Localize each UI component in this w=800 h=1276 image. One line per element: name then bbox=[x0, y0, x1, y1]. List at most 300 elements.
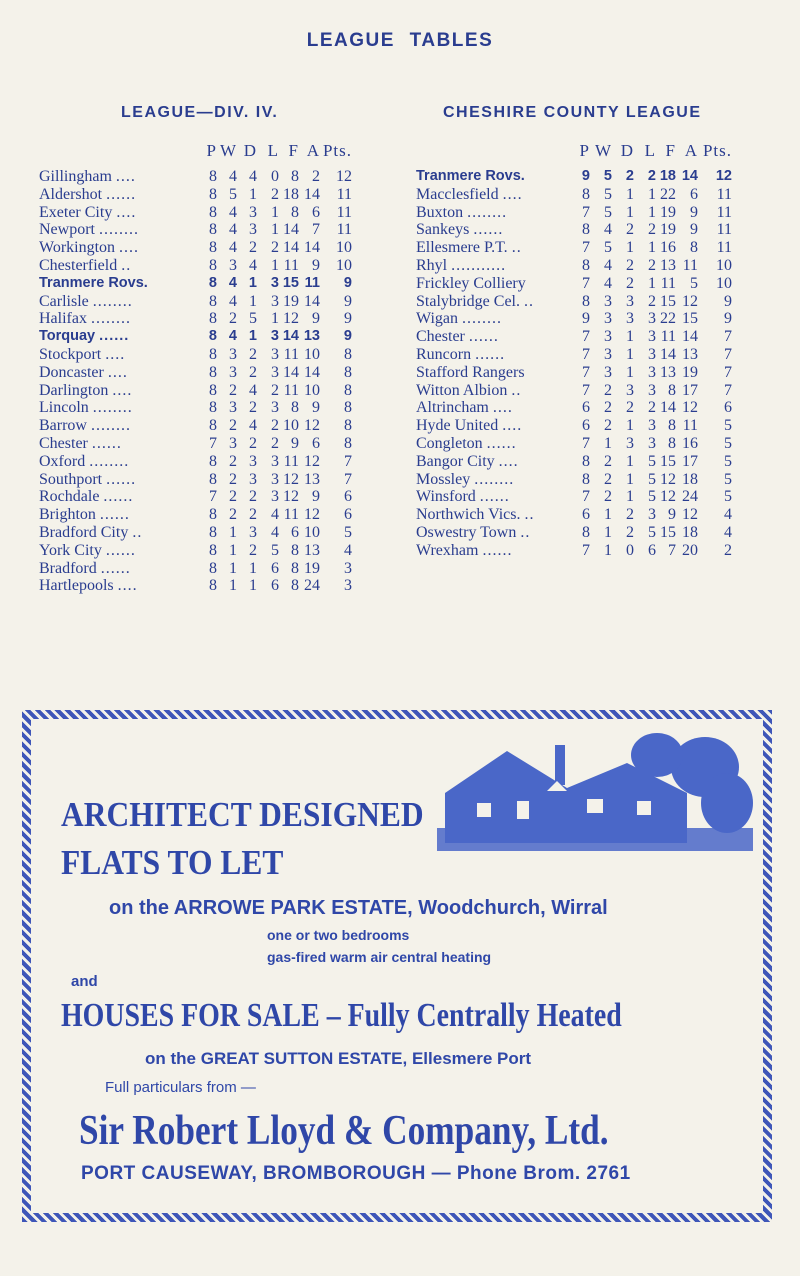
stat-f: 7 bbox=[668, 541, 676, 559]
stat-pts: 4 bbox=[344, 541, 352, 559]
stat-a: 8 bbox=[690, 239, 698, 257]
leader-dots: .. bbox=[524, 506, 535, 524]
stat-d: 4 bbox=[249, 417, 257, 435]
stat-f: 19 bbox=[283, 292, 299, 310]
stat-l: 2 bbox=[648, 292, 656, 310]
table-row bbox=[39, 399, 352, 417]
team-name: Runcorn ...... bbox=[416, 345, 506, 363]
leader-dots: ........... bbox=[451, 256, 507, 274]
stat-a: 16 bbox=[682, 434, 698, 452]
stat-pts: 5 bbox=[724, 470, 732, 488]
table-row bbox=[39, 293, 352, 311]
stat-p: 8 bbox=[208, 328, 217, 345]
leader-dots: .... bbox=[105, 345, 126, 363]
stat-d: 2 bbox=[249, 541, 257, 559]
leader-dots: .... bbox=[502, 417, 523, 435]
stat-a: 13 bbox=[304, 541, 320, 559]
table-row bbox=[39, 560, 352, 578]
stat-w: 3 bbox=[604, 328, 612, 346]
column-header: F bbox=[665, 141, 676, 160]
stat-l: 3 bbox=[648, 310, 656, 328]
stat-d: 1 bbox=[249, 559, 257, 577]
stat-f: 11 bbox=[660, 328, 676, 346]
stat-pts: 8 bbox=[344, 434, 352, 452]
stat-d: 2 bbox=[625, 168, 634, 184]
stat-w: 2 bbox=[229, 452, 237, 470]
stat-pts: 5 bbox=[724, 417, 732, 435]
table-row bbox=[416, 453, 732, 471]
stat-a: 11 bbox=[304, 274, 320, 291]
stat-a: 17 bbox=[682, 381, 698, 399]
leader-dots: ...... bbox=[468, 328, 499, 346]
stat-a: 7 bbox=[312, 221, 320, 239]
stat-pts: 7 bbox=[344, 470, 352, 488]
team-name: Halifax ........ bbox=[39, 310, 131, 328]
stat-l: 5 bbox=[271, 541, 279, 559]
stat-l: 2 bbox=[271, 381, 279, 399]
stat-l: 3 bbox=[271, 363, 279, 381]
leader-dots: ...... bbox=[482, 541, 513, 559]
stat-l: 3 bbox=[648, 363, 656, 381]
particulars-line: Full particulars from — bbox=[105, 1079, 256, 1096]
stat-d: 4 bbox=[249, 381, 257, 399]
stat-pts: 9 bbox=[344, 310, 352, 328]
stat-p: 7 bbox=[582, 203, 590, 221]
stat-l: 3 bbox=[271, 292, 279, 310]
stat-l: 4 bbox=[271, 506, 279, 524]
team-name: Bangor City .... bbox=[416, 452, 519, 470]
leader-dots: .. bbox=[121, 256, 132, 274]
stat-l: 4 bbox=[271, 523, 279, 541]
stat-a: 6 bbox=[312, 434, 320, 452]
stat-pts: 9 bbox=[343, 328, 352, 345]
stat-pts: 10 bbox=[716, 274, 732, 292]
stat-l: 2 bbox=[271, 185, 279, 203]
stat-d: 1 bbox=[248, 328, 257, 345]
stat-w: 5 bbox=[604, 239, 612, 257]
stat-f: 8 bbox=[668, 434, 676, 452]
and-line: and bbox=[71, 973, 98, 990]
stat-l: 3 bbox=[271, 452, 279, 470]
houses-headline: HOUSES FOR SALE – Fully Centrally Heated bbox=[61, 997, 622, 1034]
stat-w: 2 bbox=[604, 470, 612, 488]
leader-dots: ...... bbox=[106, 185, 137, 203]
stat-l: 5 bbox=[648, 488, 656, 506]
stat-f: 6 bbox=[291, 523, 299, 541]
stat-d: 3 bbox=[626, 381, 634, 399]
stat-d: 2 bbox=[626, 221, 634, 239]
leader-dots: ...... bbox=[99, 328, 130, 345]
table-header bbox=[39, 142, 352, 168]
team-name: Brighton ...... bbox=[39, 506, 130, 524]
stat-d: 2 bbox=[626, 506, 634, 524]
team-name: Hartlepools .... bbox=[39, 577, 138, 595]
stat-a: 12 bbox=[304, 452, 320, 470]
stat-pts: 4 bbox=[724, 523, 732, 541]
stat-l: 3 bbox=[271, 345, 279, 363]
stat-p: 8 bbox=[209, 221, 217, 239]
stat-a: 11 bbox=[682, 256, 698, 274]
stat-d: 3 bbox=[249, 221, 257, 239]
table-row bbox=[39, 506, 352, 524]
stat-p: 8 bbox=[209, 292, 217, 310]
team-name: Stockport .... bbox=[39, 345, 126, 363]
stat-pts: 10 bbox=[716, 256, 732, 274]
leader-dots: .. bbox=[511, 381, 522, 399]
leader-dots: ...... bbox=[99, 506, 130, 524]
stat-f: 8 bbox=[291, 559, 299, 577]
stat-p: 8 bbox=[209, 470, 217, 488]
table-row bbox=[416, 257, 732, 275]
sutton-line: on the GREAT SUTTON ESTATE, Ellesmere Port bbox=[145, 1049, 532, 1068]
stat-a: 12 bbox=[682, 506, 698, 524]
div4-standings bbox=[39, 142, 352, 595]
stat-p: 7 bbox=[582, 328, 590, 346]
stat-l: 1 bbox=[271, 310, 279, 328]
leader-dots: ...... bbox=[475, 345, 506, 363]
team-name: Oswestry Town .. bbox=[416, 523, 531, 541]
stat-f: 9 bbox=[668, 506, 676, 524]
stat-w: 5 bbox=[604, 185, 612, 203]
stat-a: 13 bbox=[682, 345, 698, 363]
stat-p: 8 bbox=[209, 506, 217, 524]
leader-dots: .. bbox=[511, 239, 522, 257]
stat-f: 14 bbox=[283, 239, 299, 257]
team-name: Northwich Vics. .. bbox=[416, 506, 535, 524]
stat-pts: 5 bbox=[344, 523, 352, 541]
stat-a: 12 bbox=[682, 399, 698, 417]
team-name: Sankeys ...... bbox=[416, 221, 504, 239]
stat-f: 9 bbox=[291, 434, 299, 452]
leader-dots: ........ bbox=[474, 470, 515, 488]
team-name: Mossley ........ bbox=[416, 470, 515, 488]
stat-f: 12 bbox=[283, 488, 299, 506]
stat-l: 3 bbox=[648, 417, 656, 435]
stat-p: 8 bbox=[209, 345, 217, 363]
table-row bbox=[39, 435, 352, 453]
cheshire-table bbox=[416, 142, 732, 560]
stat-f: 13 bbox=[660, 256, 676, 274]
table-row bbox=[416, 364, 732, 382]
stat-a: 12 bbox=[304, 417, 320, 435]
team-name: Hyde United .... bbox=[416, 417, 523, 435]
stat-p: 6 bbox=[582, 417, 590, 435]
stat-pts: 7 bbox=[724, 345, 732, 363]
stat-f: 12 bbox=[660, 470, 676, 488]
heating-line: gas-fired warm air central heating bbox=[267, 949, 492, 965]
team-name: Chester ...... bbox=[39, 434, 122, 452]
stat-pts: 5 bbox=[724, 488, 732, 506]
stat-p: 8 bbox=[209, 363, 217, 381]
stat-f: 8 bbox=[291, 203, 299, 221]
stat-a: 17 bbox=[682, 452, 698, 470]
column-header: W bbox=[594, 141, 612, 160]
stat-l: 2 bbox=[648, 399, 656, 417]
stat-d: 1 bbox=[626, 363, 634, 381]
stat-d: 3 bbox=[249, 452, 257, 470]
stat-p: 8 bbox=[209, 559, 217, 577]
team-name: Macclesfield .... bbox=[416, 185, 523, 203]
stat-a: 9 bbox=[312, 488, 320, 506]
stat-l: 1 bbox=[648, 239, 656, 257]
leader-dots: ........ bbox=[462, 310, 503, 328]
stat-d: 1 bbox=[626, 328, 634, 346]
team-name: Winsford ...... bbox=[416, 488, 510, 506]
team-name: Doncaster .... bbox=[39, 363, 128, 381]
team-name: Carlisle ........ bbox=[39, 292, 133, 310]
column-header: A bbox=[306, 141, 320, 160]
stat-w: 1 bbox=[229, 541, 237, 559]
stat-a: 9 bbox=[690, 221, 698, 239]
team-name: Bradford ...... bbox=[39, 559, 131, 577]
stat-p: 8 bbox=[209, 203, 217, 221]
stat-d: 1 bbox=[249, 577, 257, 595]
leader-dots: ...... bbox=[479, 488, 510, 506]
stat-d: 2 bbox=[249, 506, 257, 524]
stat-a: 18 bbox=[682, 523, 698, 541]
stat-l: 6 bbox=[271, 577, 279, 595]
stat-a: 14 bbox=[682, 328, 698, 346]
stat-w: 4 bbox=[604, 221, 612, 239]
bedrooms-line: one or two bedrooms bbox=[267, 927, 410, 943]
table-row bbox=[416, 328, 732, 346]
stat-p: 8 bbox=[582, 470, 590, 488]
column-header: D bbox=[620, 141, 634, 160]
stat-f: 11 bbox=[660, 274, 676, 292]
stat-a: 15 bbox=[682, 310, 698, 328]
leader-dots: .... bbox=[502, 185, 523, 203]
stat-f: 15 bbox=[660, 292, 676, 310]
stat-pts: 2 bbox=[724, 541, 732, 559]
team-name: Ellesmere P.T. .. bbox=[416, 239, 522, 257]
stat-l: 3 bbox=[271, 399, 279, 417]
team-name: Buxton ........ bbox=[416, 203, 508, 221]
stat-d: 1 bbox=[626, 470, 634, 488]
stat-p: 7 bbox=[582, 363, 590, 381]
table-row bbox=[416, 488, 732, 506]
stat-w: 1 bbox=[604, 523, 612, 541]
stat-w: 5 bbox=[229, 185, 237, 203]
stat-p: 7 bbox=[209, 434, 217, 452]
table-row bbox=[416, 186, 732, 204]
stat-f: 15 bbox=[660, 452, 676, 470]
stat-pts: 7 bbox=[724, 381, 732, 399]
table-row bbox=[39, 221, 352, 239]
stat-f: 8 bbox=[668, 417, 676, 435]
stat-d: 3 bbox=[249, 203, 257, 221]
stat-pts: 10 bbox=[336, 256, 352, 274]
column-header: P bbox=[579, 141, 590, 160]
stat-f: 14 bbox=[283, 363, 299, 381]
table-row bbox=[416, 275, 732, 293]
table-row bbox=[39, 417, 352, 435]
stat-a: 24 bbox=[304, 577, 320, 595]
stat-w: 2 bbox=[604, 452, 612, 470]
leader-dots: .. bbox=[132, 523, 143, 541]
stat-l: 1 bbox=[648, 203, 656, 221]
stat-l: 2 bbox=[648, 221, 656, 239]
stat-d: 3 bbox=[626, 292, 634, 310]
stat-l: 3 bbox=[648, 434, 656, 452]
stat-a: 19 bbox=[304, 559, 320, 577]
leader-dots: .... bbox=[117, 577, 138, 595]
leader-dots: ........ bbox=[92, 399, 133, 417]
table-row bbox=[39, 257, 352, 275]
leader-dots: ...... bbox=[100, 559, 131, 577]
leader-dots: .... bbox=[492, 399, 513, 417]
stat-l: 6 bbox=[271, 559, 279, 577]
table-row bbox=[416, 417, 732, 435]
stat-a: 10 bbox=[304, 345, 320, 363]
team-name: Gillingham .... bbox=[39, 168, 136, 185]
team-name: Oxford ........ bbox=[39, 452, 130, 470]
leader-dots: .... bbox=[498, 452, 519, 470]
stat-f: 11 bbox=[283, 345, 299, 363]
table-row bbox=[39, 239, 352, 257]
stat-pts: 7 bbox=[344, 452, 352, 470]
team-name: Wigan ........ bbox=[416, 310, 503, 328]
stat-w: 1 bbox=[604, 434, 612, 452]
stat-p: 7 bbox=[582, 239, 590, 257]
leader-dots: ...... bbox=[106, 470, 137, 488]
stat-l: 1 bbox=[648, 185, 656, 203]
stat-p: 8 bbox=[209, 452, 217, 470]
team-name: Exeter City .... bbox=[39, 203, 137, 221]
column-header: L bbox=[644, 141, 656, 160]
stat-p: 8 bbox=[209, 417, 217, 435]
leader-dots: ...... bbox=[91, 434, 122, 452]
table-row bbox=[416, 293, 732, 311]
team-name: Stafford Rangers bbox=[416, 363, 525, 381]
stat-f: 19 bbox=[660, 221, 676, 239]
stat-a: 14 bbox=[304, 185, 320, 203]
stat-a: 9 bbox=[312, 256, 320, 274]
stat-d: 5 bbox=[249, 310, 257, 328]
team-name: Chester ...... bbox=[416, 328, 499, 346]
stat-pts: 4 bbox=[724, 506, 732, 524]
table-row bbox=[416, 506, 732, 524]
stat-f: 18 bbox=[283, 185, 299, 203]
stat-d: 1 bbox=[249, 185, 257, 203]
stat-p: 6 bbox=[582, 399, 590, 417]
table-row bbox=[39, 453, 352, 471]
table-row bbox=[416, 435, 732, 453]
stat-p: 7 bbox=[582, 381, 590, 399]
stat-pts: 8 bbox=[344, 363, 352, 381]
stat-l: 5 bbox=[648, 470, 656, 488]
table-row bbox=[39, 364, 352, 382]
headline-line1: ARCHITECT DESIGNED bbox=[61, 795, 424, 834]
stat-p: 7 bbox=[582, 434, 590, 452]
stat-pts: 6 bbox=[724, 399, 732, 417]
team-header bbox=[39, 142, 203, 168]
stat-pts: 11 bbox=[336, 185, 352, 203]
team-name: Torquay ...... bbox=[39, 328, 130, 345]
stat-d: 1 bbox=[626, 488, 634, 506]
stat-d: 0 bbox=[626, 541, 634, 559]
stat-l: 3 bbox=[648, 345, 656, 363]
stat-p: 8 bbox=[209, 523, 217, 541]
stat-pts: 12 bbox=[336, 168, 352, 185]
stat-a: 6 bbox=[312, 203, 320, 221]
team-name: Stalybridge Cel. .. bbox=[416, 292, 534, 310]
leader-dots: .. bbox=[520, 523, 531, 541]
stat-d: 3 bbox=[249, 470, 257, 488]
stat-p: 8 bbox=[582, 185, 590, 203]
column-header: A bbox=[684, 141, 698, 160]
stat-w: 1 bbox=[229, 577, 237, 595]
stat-pts: 5 bbox=[724, 434, 732, 452]
stat-f: 18 bbox=[659, 168, 676, 184]
stat-w: 4 bbox=[229, 168, 237, 185]
stat-l: 3 bbox=[648, 506, 656, 524]
leader-dots: .... bbox=[107, 363, 128, 381]
stat-l: 3 bbox=[270, 274, 279, 291]
stat-pts: 11 bbox=[336, 203, 352, 221]
stat-f: 22 bbox=[660, 185, 676, 203]
stat-p: 8 bbox=[209, 381, 217, 399]
stat-pts: 8 bbox=[344, 381, 352, 399]
stat-pts: 9 bbox=[724, 292, 732, 310]
stat-f: 15 bbox=[660, 523, 676, 541]
leader-dots: ........ bbox=[467, 203, 508, 221]
stat-f: 8 bbox=[291, 577, 299, 595]
stat-p: 7 bbox=[209, 488, 217, 506]
team-name: Wrexham ...... bbox=[416, 541, 513, 559]
table-row bbox=[39, 328, 352, 346]
stat-d: 2 bbox=[626, 274, 634, 292]
stat-d: 1 bbox=[248, 274, 257, 291]
stat-f: 15 bbox=[282, 274, 299, 291]
stat-d: 1 bbox=[626, 203, 634, 221]
team-name: York City ...... bbox=[39, 541, 136, 559]
stat-p: 6 bbox=[582, 506, 590, 524]
stat-w: 3 bbox=[229, 363, 237, 381]
stat-p: 9 bbox=[582, 310, 590, 328]
stat-d: 1 bbox=[626, 185, 634, 203]
stat-w: 4 bbox=[229, 292, 237, 310]
stat-a: 24 bbox=[682, 488, 698, 506]
stat-l: 3 bbox=[270, 328, 279, 345]
stat-d: 2 bbox=[249, 239, 257, 257]
stat-w: 4 bbox=[228, 328, 237, 345]
stat-pts: 12 bbox=[715, 168, 732, 184]
table-row bbox=[39, 275, 352, 293]
stat-l: 6 bbox=[648, 541, 656, 559]
stat-w: 4 bbox=[228, 274, 237, 291]
stat-d: 2 bbox=[626, 523, 634, 541]
stat-l: 3 bbox=[271, 488, 279, 506]
table-row bbox=[416, 310, 732, 328]
stat-f: 12 bbox=[283, 310, 299, 328]
stat-f: 14 bbox=[660, 399, 676, 417]
leader-dots: .... bbox=[115, 168, 136, 185]
table-row bbox=[39, 168, 352, 186]
team-name: Lincoln ........ bbox=[39, 399, 133, 417]
address-line: PORT CAUSEWAY, BROMBOROUGH — Phone Brom. 2761 bbox=[81, 1163, 631, 1184]
stat-l: 2 bbox=[271, 434, 279, 452]
stat-pts: 7 bbox=[724, 328, 732, 346]
stat-w: 3 bbox=[604, 292, 612, 310]
stat-p: 7 bbox=[582, 541, 590, 559]
team-name: Southport ...... bbox=[39, 470, 137, 488]
stat-w: 2 bbox=[229, 310, 237, 328]
leader-dots: ........ bbox=[90, 310, 131, 328]
stat-f: 13 bbox=[660, 363, 676, 381]
stat-l: 3 bbox=[271, 470, 279, 488]
stat-w: 3 bbox=[229, 434, 237, 452]
table-row bbox=[39, 524, 352, 542]
